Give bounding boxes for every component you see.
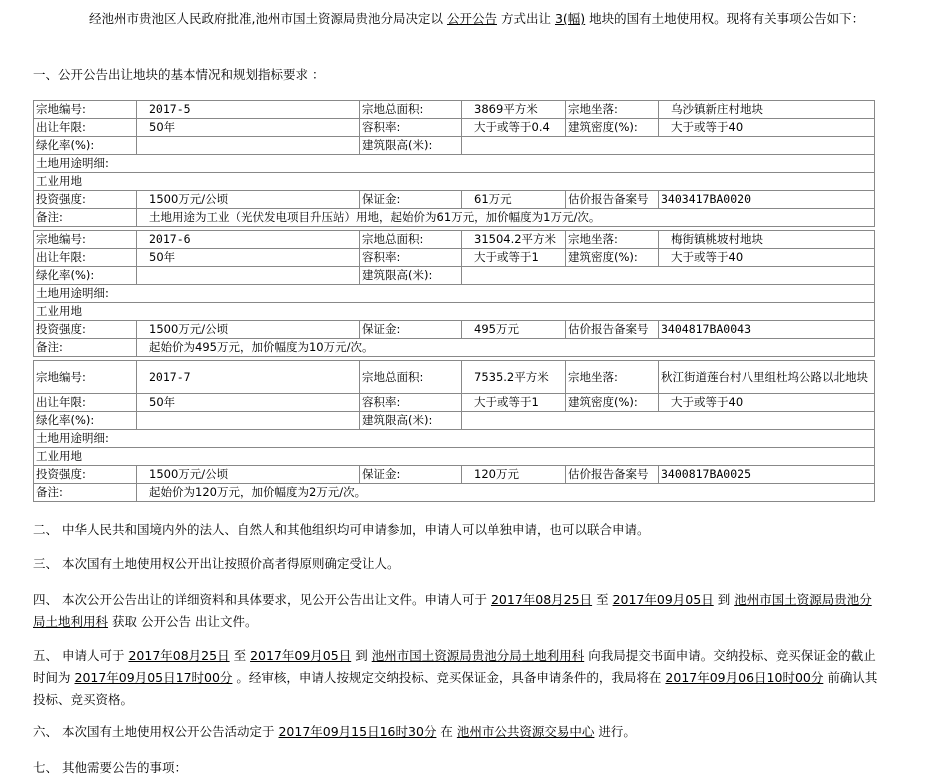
section-7: 七、 其他需要公告的事项： bbox=[33, 760, 187, 775]
plot-deposit: 120万元 bbox=[462, 466, 566, 484]
s4-text-c: 到 bbox=[717, 592, 731, 607]
plot-id: 2017-5 bbox=[137, 101, 360, 119]
s4-place: 池州市国土资源局贵池分局土地利用科 bbox=[33, 592, 872, 629]
label-invest: 投资强度: bbox=[34, 466, 137, 484]
plot-height bbox=[462, 412, 875, 430]
section-2: 二、 中华人民共和国境内外的法人、自然人和其他组织均可申请参加，申请人可以单独申请，也可以联合申请。 bbox=[33, 522, 650, 537]
s5-text-e: 。经审核，申请人按规定交纳投标、竞买保证金，具备申请条件的，我局将在 bbox=[236, 670, 662, 685]
label-height: 建筑限高(米): bbox=[360, 267, 462, 285]
plot-far: 大于或等于1 bbox=[462, 249, 566, 267]
plot-density: 大于或等于40 bbox=[659, 119, 875, 137]
s6-text-c: 进行。 bbox=[598, 724, 636, 739]
plot-height bbox=[462, 137, 875, 155]
label-area: 宗地总面积: bbox=[360, 361, 462, 394]
label-note: 备注: bbox=[34, 339, 137, 357]
plot-appraisal: 3404817BA0043 bbox=[659, 321, 875, 339]
label-appraisal: 估价报告备案号 bbox=[566, 466, 659, 484]
s5-text-c: 到 bbox=[355, 648, 368, 663]
label-term: 出让年限: bbox=[34, 394, 137, 412]
plot-area: 3869平方米 bbox=[462, 101, 566, 119]
plot-term: 50年 bbox=[137, 119, 360, 137]
s4-text-b: 至 bbox=[596, 592, 609, 607]
label-id: 宗地编号: bbox=[34, 231, 137, 249]
s4-end-date: 2017年09月05日 bbox=[612, 592, 714, 607]
plot-area: 7535.2平方米 bbox=[462, 361, 566, 394]
plot-invest: 1500万元/公顷 bbox=[137, 191, 360, 209]
s6-text-a: 六、 本次国有土地使用权公开公告活动定于 bbox=[33, 724, 275, 739]
intro-text-1: 经池州市贵池区人民政府批准,池州市国土资源局贵池分局决定以 bbox=[89, 11, 443, 26]
s6-text-b: 在 bbox=[440, 724, 453, 739]
plot-use: 工业用地 bbox=[34, 303, 875, 321]
label-use-detail: 土地用途明细: bbox=[34, 430, 875, 448]
plot-use: 工业用地 bbox=[34, 448, 875, 466]
plot-green bbox=[137, 267, 360, 285]
plot-location: 秋江街道莲台村八里组杜坞公路以北地块 bbox=[659, 361, 875, 394]
label-area: 宗地总面积: bbox=[360, 231, 462, 249]
label-invest: 投资强度: bbox=[34, 321, 137, 339]
intro-text-3: 地块的国有土地使用权。现将有关事项公告如下： bbox=[589, 11, 865, 26]
section-4 bbox=[33, 589, 883, 633]
plot-note: 起始价为120万元，加价幅度为2万元/次。 bbox=[137, 484, 875, 502]
label-height: 建筑限高(米): bbox=[360, 412, 462, 430]
label-density: 建筑密度(%): bbox=[566, 119, 659, 137]
label-area: 宗地总面积: bbox=[360, 101, 462, 119]
plot-invest: 1500万元/公顷 bbox=[137, 321, 360, 339]
plot-id: 2017-7 bbox=[137, 361, 360, 394]
label-note: 备注: bbox=[34, 209, 137, 227]
s5-text-a: 五、 申请人可于 bbox=[33, 648, 125, 663]
label-note: 备注: bbox=[34, 484, 137, 502]
plot-deposit: 61万元 bbox=[462, 191, 566, 209]
intro-text-2: 方式出让 bbox=[500, 11, 551, 26]
intro-paragraph bbox=[33, 8, 883, 30]
s6-time: 2017年09月15日16时30分 bbox=[278, 724, 437, 739]
plot-use: 工业用地 bbox=[34, 173, 875, 191]
label-deposit: 保证金: bbox=[360, 321, 462, 339]
label-use-detail: 土地用途明细: bbox=[34, 155, 875, 173]
plot-term: 50年 bbox=[137, 394, 360, 412]
plot-far: 大于或等于1 bbox=[462, 394, 566, 412]
plot-note: 土地用途为工业（光伏发电项目升压站）用地，起始价为61万元，加价幅度为1万元/次。 bbox=[137, 209, 875, 227]
plot-count: 3(幅) bbox=[554, 11, 586, 26]
label-use-detail: 土地用途明细: bbox=[34, 285, 875, 303]
plot-note: 起始价为495万元，加价幅度为10万元/次。 bbox=[137, 339, 875, 357]
plot-location: 乌沙镇新庄村地块 bbox=[659, 101, 875, 119]
label-appraisal: 估价报告备案号 bbox=[566, 191, 659, 209]
label-density: 建筑密度(%): bbox=[566, 394, 659, 412]
section-3: 三、 本次国有土地使用权公开出让按照价高者得原则确定受让人。 bbox=[33, 556, 400, 571]
s4-text-a: 四、 本次公开公告出让的详细资料和具体要求，见公开公告出让文件。申请人可于 bbox=[33, 592, 487, 607]
plot-table-3 bbox=[33, 360, 875, 502]
label-deposit: 保证金: bbox=[360, 466, 462, 484]
plot-id: 2017-6 bbox=[137, 231, 360, 249]
label-location: 宗地坐落: bbox=[566, 361, 659, 394]
label-green: 绿化率(%): bbox=[34, 412, 137, 430]
s5-text-d: 向我局提交书面申请。交纳投标、竞买保证金的截止时间为 bbox=[33, 648, 876, 685]
plot-table-2 bbox=[33, 230, 875, 357]
s5-text-b: 至 bbox=[233, 648, 247, 663]
label-density: 建筑密度(%): bbox=[566, 249, 659, 267]
s4-start-date: 2017年08月25日 bbox=[490, 592, 593, 607]
s5-text-f: 前确认其投标、竞买资格。 bbox=[33, 670, 878, 707]
label-id: 宗地编号: bbox=[34, 361, 137, 394]
plot-far: 大于或等于0.4 bbox=[462, 119, 566, 137]
plot-green bbox=[137, 412, 360, 430]
plot-height bbox=[462, 267, 875, 285]
plot-appraisal: 3403417BA0020 bbox=[659, 191, 875, 209]
label-height: 建筑限高(米): bbox=[360, 137, 462, 155]
label-far: 容积率: bbox=[360, 394, 462, 412]
label-invest: 投资强度: bbox=[34, 191, 137, 209]
s4-text-d: 获取 公开公告 出让文件。 bbox=[112, 614, 258, 629]
label-term: 出让年限: bbox=[34, 249, 137, 267]
section-6 bbox=[33, 721, 883, 743]
plot-deposit: 495万元 bbox=[462, 321, 566, 339]
plot-table-1 bbox=[33, 100, 875, 227]
plot-green bbox=[137, 137, 360, 155]
s5-confirm-time: 2017年09月06日10时00分 bbox=[665, 670, 824, 685]
plot-density: 大于或等于40 bbox=[659, 249, 875, 267]
s5-start-date: 2017年08月25日 bbox=[128, 648, 230, 663]
label-id: 宗地编号: bbox=[34, 101, 137, 119]
plot-area: 31504.2平方米 bbox=[462, 231, 566, 249]
s5-end-date: 2017年09月05日 bbox=[250, 648, 352, 663]
s6-place: 池州市公共资源交易中心 bbox=[456, 724, 595, 739]
section1-title: 一、公开公告出让地块的基本情况和规划指标要求 ： bbox=[33, 67, 325, 82]
plot-location: 梅街镇桃坡村地块 bbox=[659, 231, 875, 249]
plot-density: 大于或等于40 bbox=[659, 394, 875, 412]
label-deposit: 保证金: bbox=[360, 191, 462, 209]
section-5 bbox=[33, 645, 883, 711]
label-location: 宗地坐落: bbox=[566, 101, 659, 119]
s5-place: 池州市国土资源局贵池分局土地利用科 bbox=[371, 648, 585, 663]
label-term: 出让年限: bbox=[34, 119, 137, 137]
label-appraisal: 估价报告备案号 bbox=[566, 321, 659, 339]
s5-deadline: 2017年09月05日17时00分 bbox=[74, 670, 233, 685]
label-far: 容积率: bbox=[360, 249, 462, 267]
label-location: 宗地坐落: bbox=[566, 231, 659, 249]
plot-term: 50年 bbox=[137, 249, 360, 267]
label-far: 容积率: bbox=[360, 119, 462, 137]
transfer-method: 公开公告 bbox=[446, 11, 497, 26]
label-green: 绿化率(%): bbox=[34, 267, 137, 285]
label-green: 绿化率(%): bbox=[34, 137, 137, 155]
plot-invest: 1500万元/公顷 bbox=[137, 466, 360, 484]
plot-appraisal: 3400817BA0025 bbox=[659, 466, 875, 484]
